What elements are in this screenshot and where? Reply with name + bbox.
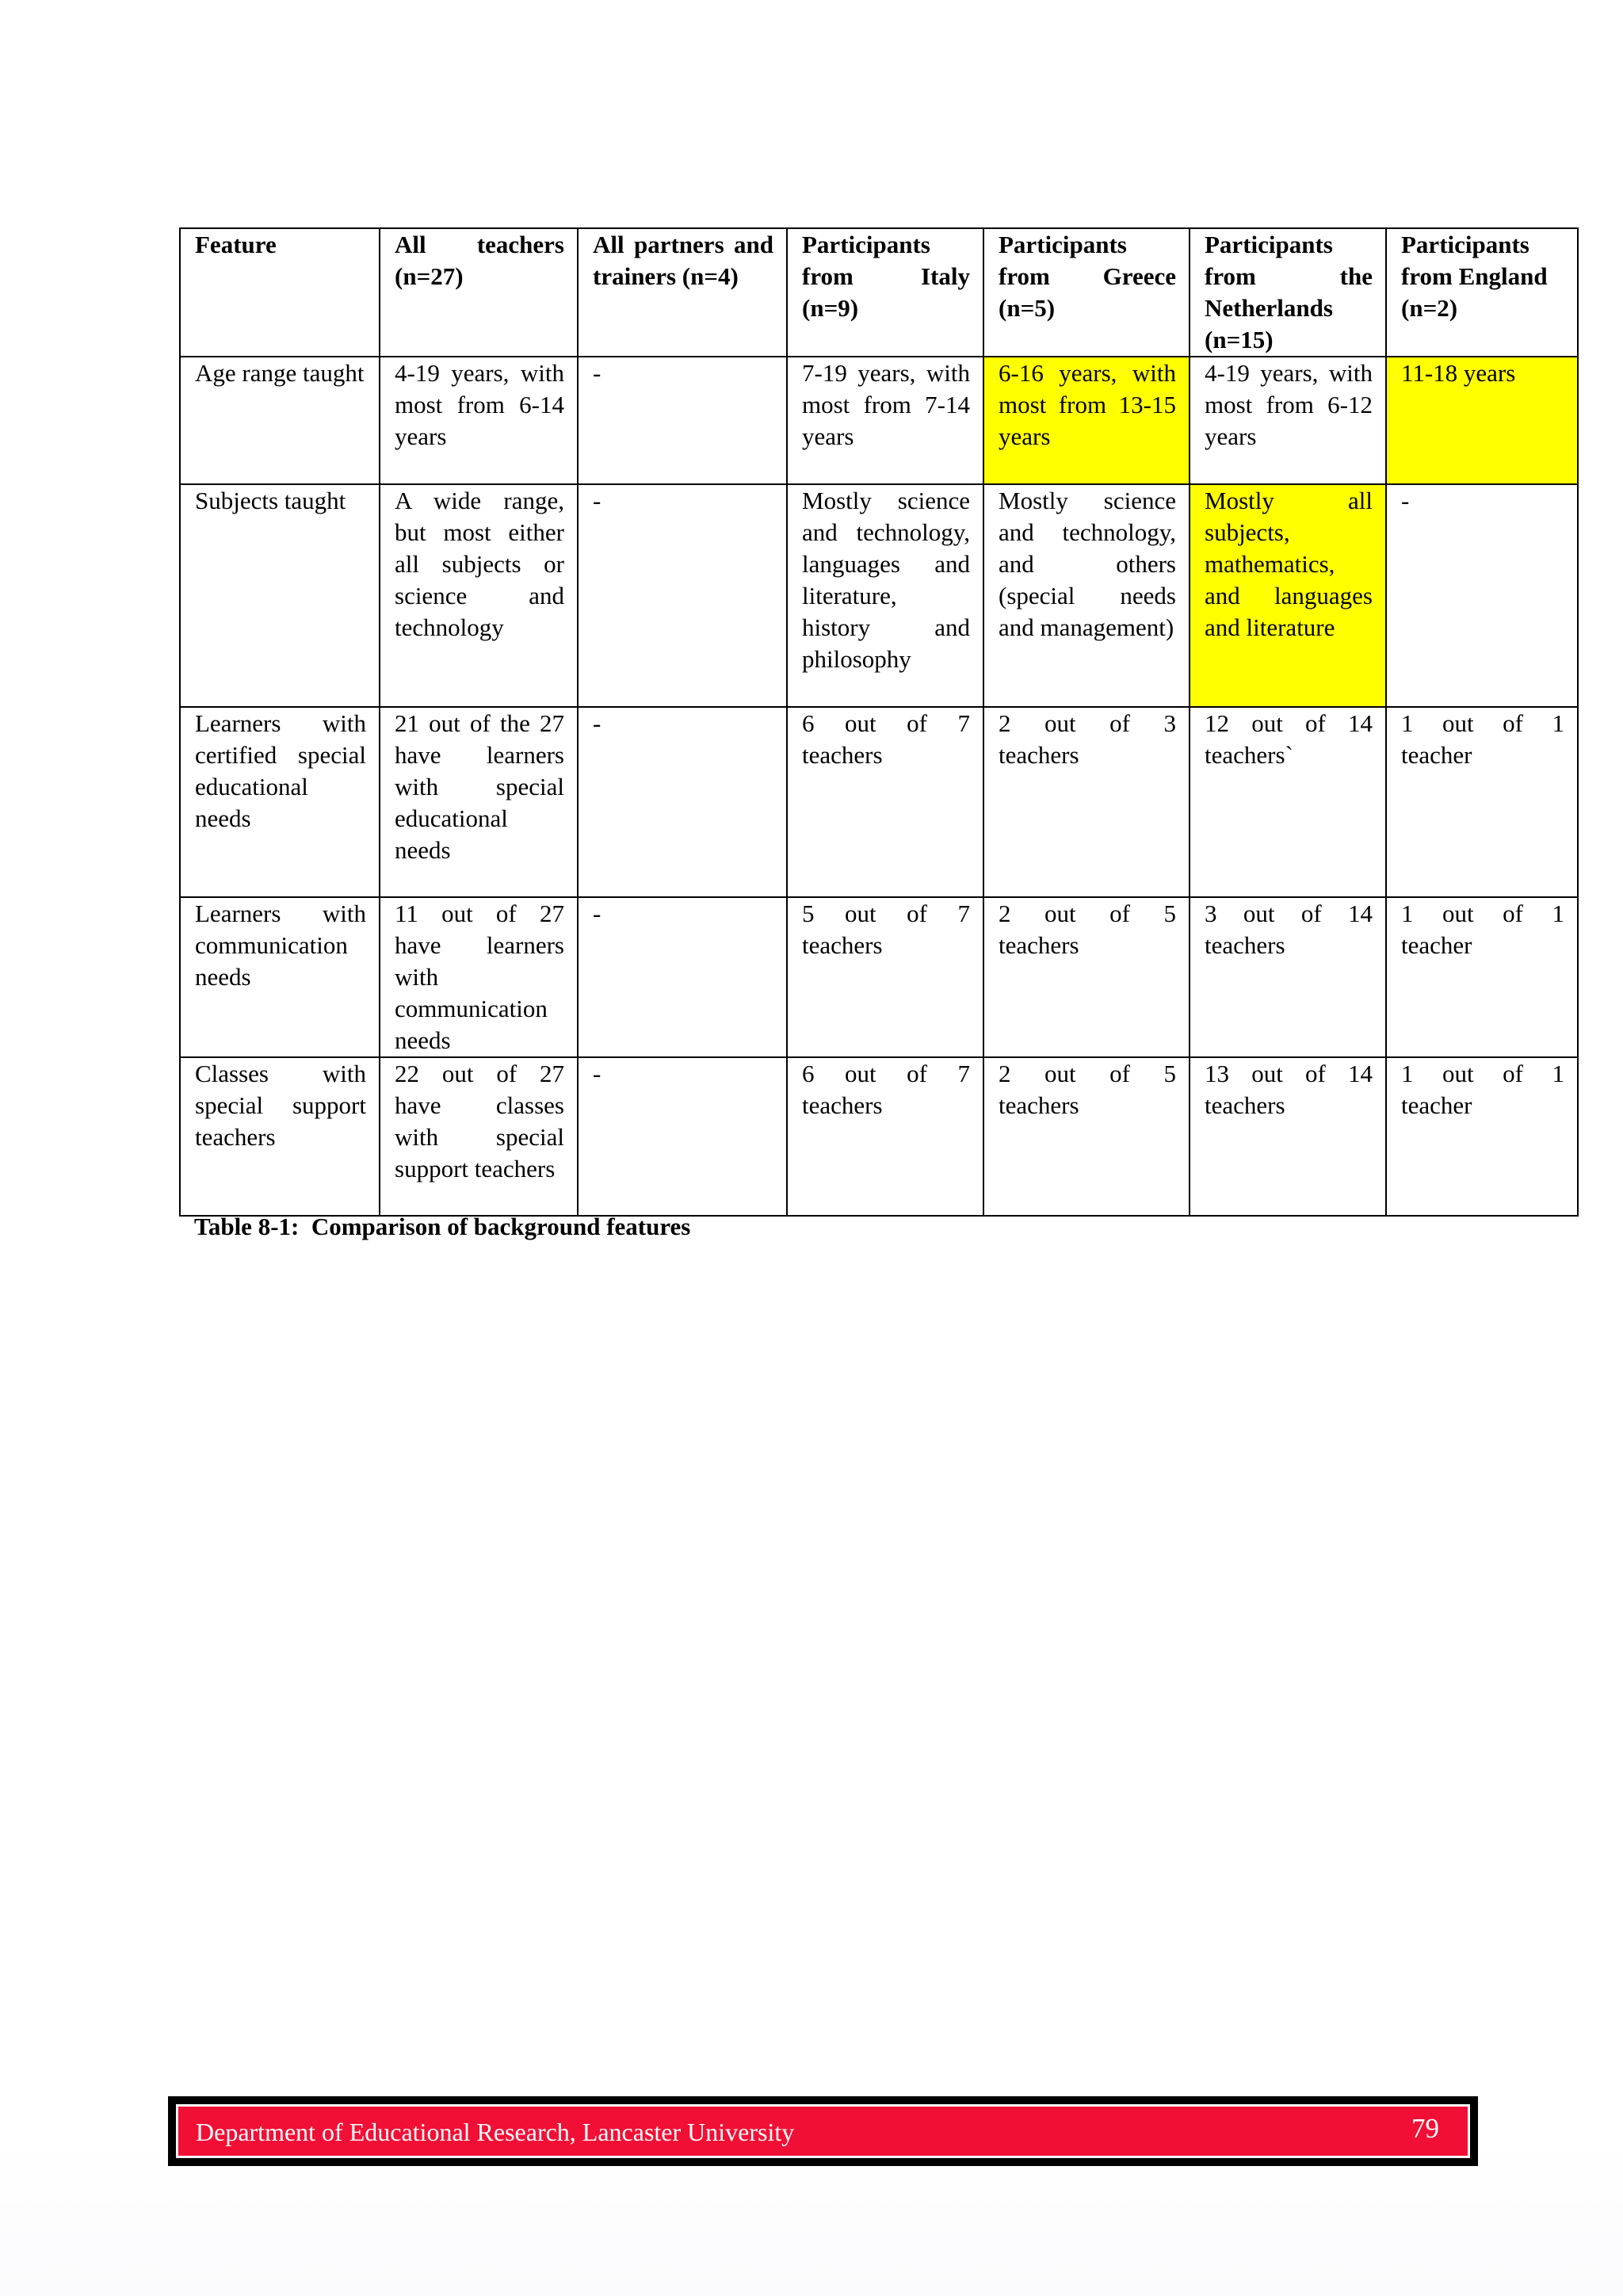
table-cell: - <box>578 357 787 484</box>
highlighted-cell: 6-16 years, with most from 13-15 years <box>983 357 1190 484</box>
header-italy: Participants from Italy (n=9) <box>787 228 983 357</box>
table-cell: - <box>578 897 787 1057</box>
table-cell: 1 out of 1 teacher <box>1386 707 1578 897</box>
table-row <box>180 897 1578 1057</box>
table-cell: 2 out of 5 teachers <box>983 1057 1190 1216</box>
table-caption: Table 8-1: Comparison of background features <box>194 1213 691 1240</box>
header-all-teachers: All teachers (n=27) <box>380 228 578 357</box>
feature-cell: Age range taught <box>180 357 380 484</box>
table-cell: 1 out of 1 teacher <box>1386 1057 1578 1216</box>
table-cell: 11 out of 27 have learners with communication needs <box>380 897 578 1057</box>
table-cell: 5 out of 7 teachers <box>787 897 983 1057</box>
footer-banner <box>176 2104 1470 2158</box>
header-feature: Feature <box>180 228 380 357</box>
table-row <box>180 1057 1578 1216</box>
table-cell: 7-19 years, with most from 7-14 years <box>787 357 983 484</box>
highlighted-cell: 11-18 years <box>1386 357 1578 484</box>
page-footer <box>168 2096 1478 2166</box>
highlighted-cell: Mostly all subjects, mathematics, and languages and literature <box>1190 484 1386 707</box>
feature-cell: Classes with special support teachers <box>180 1057 380 1216</box>
feature-cell: Subjects taught <box>180 484 380 707</box>
header-netherlands: Participants from the Netherlands (n=15) <box>1190 228 1386 357</box>
table-cell: 6 out of 7 teachers <box>787 1057 983 1216</box>
table-cell: 6 out of 7 teachers <box>787 707 983 897</box>
table-cell: 13 out of 14 teachers <box>1190 1057 1386 1216</box>
table-row <box>180 357 1578 484</box>
header-greece: Participants from Greece (n=5) <box>983 228 1190 357</box>
table-cell: 12 out of 14 teachers` <box>1190 707 1386 897</box>
table-header-row <box>180 228 1578 357</box>
feature-cell: Learners with communication needs <box>180 897 380 1057</box>
table-cell: 3 out of 14 teachers <box>1190 897 1386 1057</box>
table-cell: 1 out of 1 teacher <box>1386 897 1578 1057</box>
table-row <box>180 484 1578 707</box>
table-cell: - <box>1386 484 1578 707</box>
footer-department: Department of Educational Research, Lancaster University <box>196 2118 795 2146</box>
table-cell: 4-19 years, with most from 6-12 years <box>1190 357 1386 484</box>
comparison-table <box>179 227 1579 1217</box>
header-england: Participants from England (n=2) <box>1386 228 1578 357</box>
table-cell: 4-19 years, with most from 6-14 years <box>380 357 578 484</box>
page-number: 79 <box>1411 2113 1439 2144</box>
table-cell: Mostly science and technology, languages and literature, history and philosophy <box>787 484 983 707</box>
table-row <box>180 707 1578 897</box>
table-cell: 21 out of the 27 have learners with special educational needs <box>380 707 578 897</box>
table-cell: - <box>578 707 787 897</box>
table-cell: - <box>578 484 787 707</box>
header-partners-trainers: All partners and trainers (n=4) <box>578 228 787 357</box>
table-cell: 22 out of 27 have classes with special support teachers <box>380 1057 578 1216</box>
table-cell: 2 out of 5 teachers <box>983 897 1190 1057</box>
table-cell: - <box>578 1057 787 1216</box>
feature-cell: Learners with certified special educational needs <box>180 707 380 897</box>
table-cell: A wide range, but most either all subjects or science and technology <box>380 484 578 707</box>
table-cell: Mostly science and technology, and others (special needs and management) <box>983 484 1190 707</box>
table-cell: 2 out of 3 teachers <box>983 707 1190 897</box>
